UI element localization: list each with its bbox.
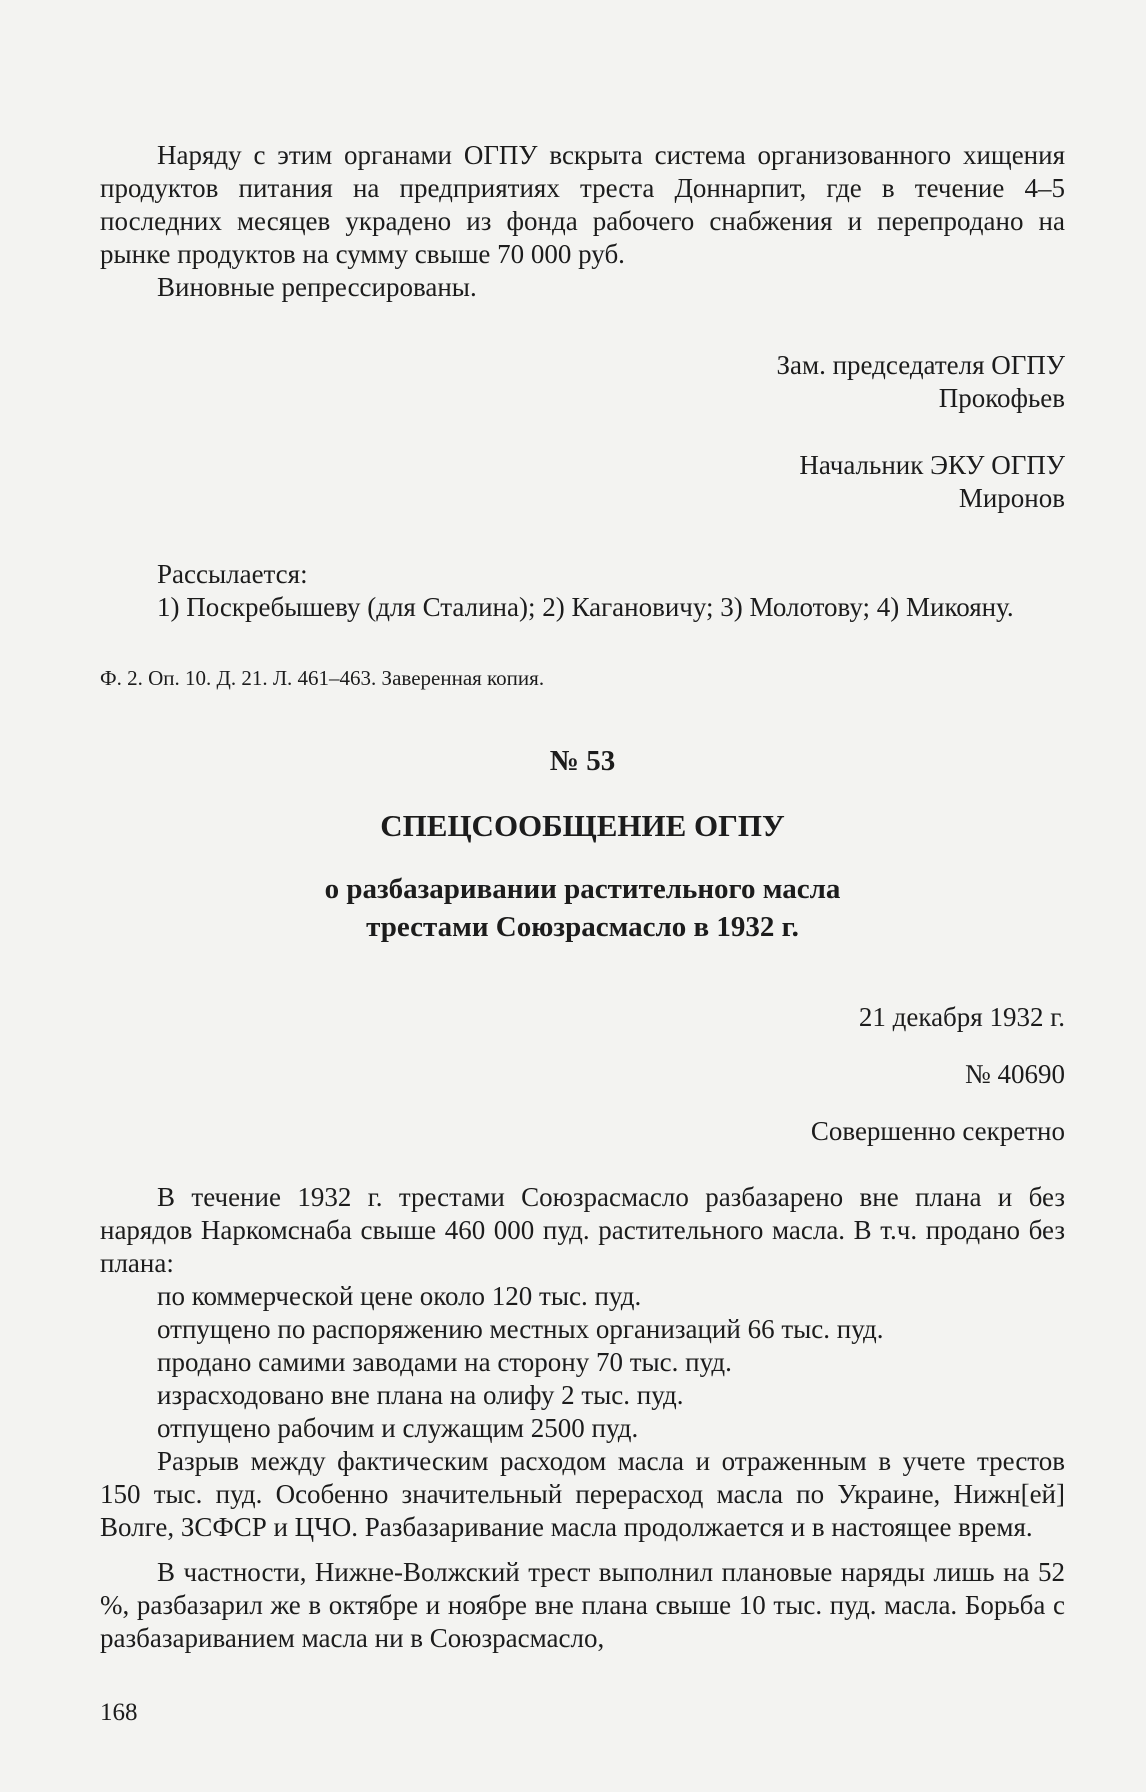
signature-title: Начальник ЭКУ ОГПУ (799, 450, 1065, 480)
document-subtitle (100, 870, 1065, 946)
archive-source: Ф. 2. Оп. 10. Д. 21. Л. 461–463. Заверенная копия. (100, 666, 545, 690)
intro-paragraph: Наряду с этим органами ОГПУ вскрыта система организованного хищения продуктов питания на предприятиях треста Доннарпит, где в течение 4–5 последних месяцев украдено из фонда рабочего снабжения и перепродано на рынке продуктов на сумму свыше 70 000 руб. (100, 140, 1065, 269)
list-item: по коммерческой цене около 120 тыс. пуд. (157, 1281, 642, 1311)
document-classification: Совершенно секретно (810, 1116, 1065, 1146)
signature-deputy (100, 349, 1065, 415)
document-title: СПЕЦСООБЩЕНИЕ ОГПУ (380, 808, 785, 843)
list-item: продано самими заводами на сторону 70 тыс. пуд. (157, 1347, 732, 1377)
document-number: № 53 (549, 745, 616, 777)
list-item: израсходовано вне плана на олифу 2 тыс. пуд. (157, 1380, 684, 1410)
document-reg-number: № 40690 (964, 1059, 1065, 1089)
page-number: 168 (100, 1699, 138, 1726)
signature-chief (100, 449, 1065, 515)
distribution (100, 558, 1065, 624)
signature-name: Прокофьев (938, 383, 1065, 413)
distribution-recipients: 1) Поскребышеву (для Сталина); 2) Кагановичу; 3) Молотову; 4) Микояну. (157, 592, 1014, 622)
body-paragraph-1: В течение 1932 г. трестами Союзрасмасло разбазарено вне плана и без нарядов Наркомснаба свыше 460 000 пуд. растительного масла. В т.ч. продано без плана: (100, 1182, 1065, 1278)
list-item: отпущено по распоряжению местных организаций 66 тыс. пуд. (157, 1314, 884, 1344)
document-subtitle-line: о разбазаривании растительного масла (324, 873, 841, 905)
document-subtitle-line: трестами Союзрасмасло в 1932 г. (366, 911, 799, 943)
list-item: отпущено рабочим и служащим 2500 пуд. (157, 1413, 639, 1443)
distribution-label: Рассылается: (157, 559, 308, 589)
body-paragraph-3: В частности, Нижне-Волжский трест выполнил плановые наряды лишь на 52 %, разбазарил же в октябре и ноябре вне плана свыше 10 тыс. пуд. масла. Борьба с разбазариванием масла ни в Союзрасмасло, (100, 1557, 1065, 1653)
signature-title: Зам. председателя ОГПУ (776, 350, 1065, 380)
document-date: 21 декабря 1932 г. (858, 1002, 1065, 1032)
intro-repressed: Виновные репрессированы. (157, 272, 477, 302)
signature-name: Миронов (958, 483, 1065, 513)
sales-list (100, 1280, 1065, 1445)
body-paragraph-2: Разрыв между фактическим расходом масла и отраженным в учете трестов 150 тыс. пуд. Особенно значительный перерасход масла по Украине, Нижн[ей] Волге, ЗСФСР и ЦЧО. Разбазаривание масла продолжается и в настоящее время. (100, 1446, 1065, 1542)
